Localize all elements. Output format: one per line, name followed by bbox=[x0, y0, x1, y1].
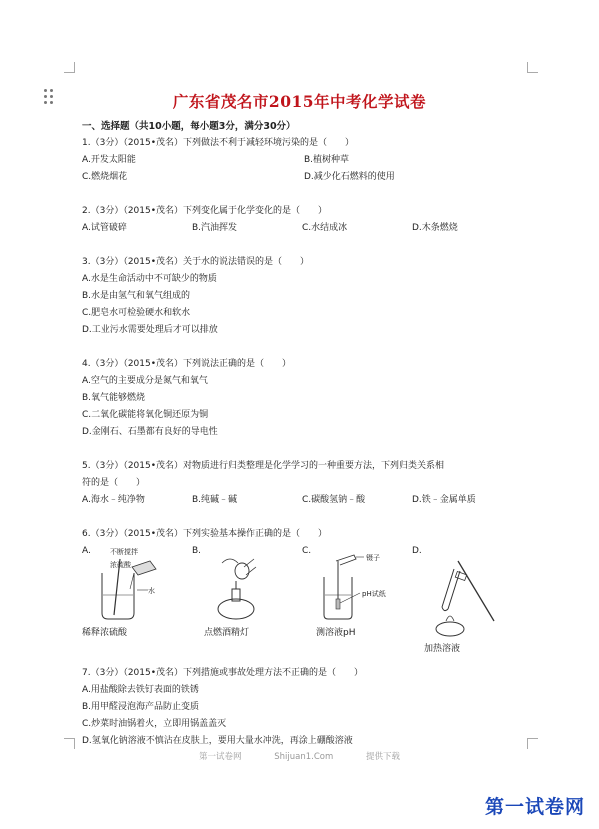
figure-a-caption: 稀释浓硫酸 bbox=[82, 628, 128, 638]
brand-logo: 第一试卷网 bbox=[484, 796, 585, 818]
page-corner-mark bbox=[64, 62, 75, 73]
footer-site-name: 第一试卷网 bbox=[199, 752, 242, 762]
option-c: C.燃烧烟花 bbox=[82, 172, 128, 182]
option-row bbox=[82, 492, 522, 509]
question-1 bbox=[82, 135, 522, 186]
option-a: A.用盐酸除去铁钉表面的铁锈 bbox=[82, 685, 199, 695]
figure-b bbox=[192, 545, 302, 639]
option-d: D.氢氧化钠溶液不慎沾在皮肤上，要用大量水冲洗，再涂上硼酸溶液 bbox=[82, 736, 353, 746]
page-title: 广东省茂名市2015年中考化学试卷 bbox=[172, 92, 427, 111]
question-6 bbox=[82, 526, 522, 654]
ph-test-illustration bbox=[302, 545, 412, 625]
question-3 bbox=[82, 254, 522, 339]
option-c: C.水结成冰 bbox=[302, 223, 348, 233]
option-d: D.金刚石、石墨都有良好的导电性 bbox=[82, 427, 218, 437]
page-footer bbox=[0, 750, 599, 762]
option-c: C.肥皂水可检验硬水和软水 bbox=[82, 308, 191, 318]
page-corner-mark bbox=[64, 738, 75, 749]
option-b: B.汽油挥发 bbox=[192, 223, 238, 233]
figure-d-letter: D. bbox=[412, 546, 422, 556]
option-d: D.木条燃烧 bbox=[412, 223, 458, 233]
figure-a bbox=[82, 545, 192, 639]
figure-a-label-2: 浓硫酸 bbox=[110, 561, 131, 569]
footer-download-note: 提供下载 bbox=[365, 752, 400, 762]
question-stem: 3.（3分）（2015•茂名）关于水的说法错误的是（ ） bbox=[82, 257, 310, 267]
question-stem: 7.（3分）（2015•茂名）下列措施或事故处理方法不正确的是（ ） bbox=[82, 668, 364, 678]
figure-c-label-2: pH试纸 bbox=[362, 590, 386, 598]
question-7 bbox=[82, 665, 522, 750]
option-a: A.试管破碎 bbox=[82, 223, 127, 233]
option-c: C.炒菜时油锅着火，立即用锅盖盖灭 bbox=[82, 719, 227, 729]
option-b: B.用甲醛浸泡海产品防止变质 bbox=[82, 702, 200, 712]
figure-d-caption: 加热溶液 bbox=[424, 644, 461, 654]
option-d: D.铁﹣金属单质 bbox=[412, 495, 476, 505]
figure-b-letter: B. bbox=[192, 546, 202, 556]
option-a: A.海水﹣纯净物 bbox=[82, 495, 145, 505]
question-5 bbox=[82, 458, 522, 509]
option-b: B.水是由氢气和氧气组成的 bbox=[82, 291, 191, 301]
figure-a-label-1: 不断搅拌 bbox=[110, 548, 138, 556]
option-c: C.碳酸氢钠﹣酸 bbox=[302, 495, 366, 505]
option-d: D.工业污水需要处理后才可以排放 bbox=[82, 325, 218, 335]
question-stem-cont: 符的是（ ） bbox=[82, 478, 146, 488]
option-row bbox=[82, 220, 522, 237]
figure-b-caption: 点燃酒精灯 bbox=[204, 628, 250, 638]
option-b: B.植树种草 bbox=[304, 155, 350, 165]
figure-a-letter: A. bbox=[82, 546, 91, 556]
question-stem: 6.（3分）（2015•茂名）下列实验基本操作正确的是（ ） bbox=[82, 529, 328, 539]
figure-c-caption: 测溶液pH bbox=[316, 628, 356, 638]
option-a: A.水是生命活动中不可缺少的物质 bbox=[82, 274, 217, 284]
option-a: A.空气的主要成分是氮气和氧气 bbox=[82, 376, 208, 386]
figure-row bbox=[82, 545, 522, 654]
option-row bbox=[82, 152, 522, 169]
option-d: D.减少化石燃料的使用 bbox=[304, 172, 395, 182]
figure-c bbox=[302, 545, 412, 639]
option-c: C.二氧化碳能将氧化铜还原为铜 bbox=[82, 410, 209, 420]
question-stem: 5.（3分）（2015•茂名）对物质进行归类整理是化学学习的一种重要方法，下列归类关系相 bbox=[82, 461, 445, 471]
option-row bbox=[82, 169, 522, 186]
alcohol-lamp-illustration bbox=[192, 545, 302, 625]
page-corner-mark bbox=[527, 738, 538, 749]
figure-d bbox=[412, 545, 522, 654]
option-a: A.开发太阳能 bbox=[82, 155, 136, 165]
option-b: B.纯碱﹣碱 bbox=[192, 495, 238, 505]
question-stem: 2.（3分）（2015•茂名）下列变化属于化学变化的是（ ） bbox=[82, 206, 328, 216]
exam-body bbox=[82, 118, 522, 750]
question-2 bbox=[82, 203, 522, 237]
figure-c-label-1: 镊子 bbox=[366, 554, 380, 562]
figure-c-letter: C. bbox=[302, 546, 312, 556]
question-stem: 1.（3分）（2015•茂名）下列做法不利于减轻环境污染的是（ ） bbox=[82, 138, 355, 148]
option-b: B.氧气能够燃烧 bbox=[82, 393, 146, 403]
question-stem: 4.（3分）（2015•茂名）下列说法正确的是（ ） bbox=[82, 359, 292, 369]
page-corner-mark bbox=[527, 62, 538, 73]
heating-tube-illustration bbox=[412, 545, 522, 639]
section-heading: 一、选择题（共10小题，每小题3分，满分30分） bbox=[82, 121, 296, 132]
footer-site-url[interactable]: Shijuan1.Com bbox=[274, 752, 334, 762]
figure-a-label-3: 水 bbox=[148, 587, 155, 595]
question-4 bbox=[82, 356, 522, 441]
